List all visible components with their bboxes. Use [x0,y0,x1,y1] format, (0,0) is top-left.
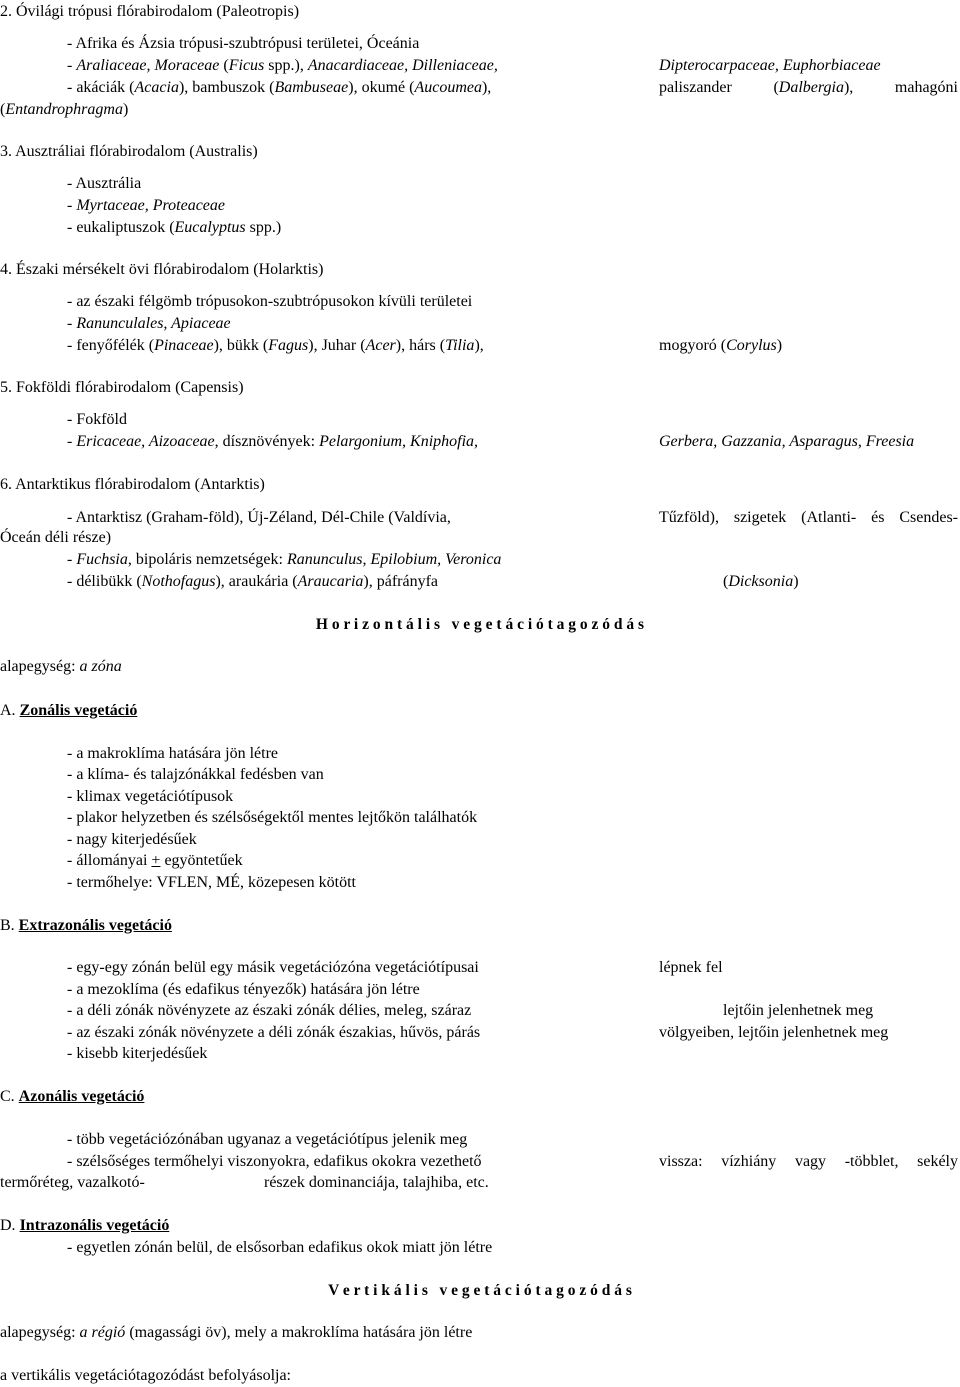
text-segment: ), bükk ( [213,337,269,354]
section-a-item: - klimax vegetációtípusok [67,788,234,805]
section-a-item: - plakor helyzetben és szélsőségektől mentes lejtőkön találhatók [67,809,478,826]
section-2-item-2 [67,56,498,76]
section-label: C. [0,1088,19,1105]
text-segment: ), [481,79,492,96]
italic-segment: Fuchsia [76,551,128,568]
section-a-item: - a makroklíma hatására jön létre [67,745,279,762]
text-segment: - állományai [67,852,152,869]
text-segment: - fenyőfélék ( [67,337,155,354]
italic-segment: Bambuseae [274,79,349,96]
section-d-title [0,1216,169,1236]
italic-segment: Aucoumea [414,79,482,96]
text-segment: alapegység: [0,1324,80,1341]
text-segment: ) [793,573,799,590]
section-b-title [0,916,172,936]
italic-segment: Acacia [134,79,179,96]
text-segment: alapegység: [0,658,80,675]
italic-segment: Pinaceae [154,337,214,354]
text-segment: - [67,57,77,74]
text-segment: spp.), [264,57,308,74]
section-b-item: - a déli zónák növényzete az északi zónák délies, meleg, száraz [67,1002,472,1019]
section-4-title: 4. Északi mérsékelt övi flórabirodalom (Holarktis) [0,261,324,278]
italic-segment: Eucalyptus [174,219,246,236]
text-segment: ( [0,101,6,118]
section-6-item-1: - Antarktisz (Graham-föld), Új-Zéland, Dél-Chile (Valdívia, [67,509,451,526]
plus-minus-symbol: + [151,852,161,869]
text-segment: - [67,433,77,450]
section-5-item-2-right: Gerbera, Gazzania, Asparagus, Freesia [659,433,915,450]
section-b-item: - egy-egy zónán belül egy másik vegetációzóna vegetációtípusai [67,959,479,976]
italic-segment: Anacardiaceae, Dilleniaceae, [307,57,498,74]
text-segment: - akáciák ( [67,79,135,96]
text-segment: ), okumé ( [348,79,415,96]
section-6-item-1-right: Tűzföld), szigetek (Atlanti- és Csendes- [659,509,958,526]
italic-segment: Nothofagus [141,573,216,590]
italic-segment: Araliaceae, Moraceae [76,57,220,74]
italic-segment: Araucaria [297,573,364,590]
text-segment: - [67,315,77,332]
italic-segment: Ranunculales, Apiaceae [76,315,231,332]
section-2-item-2-right: Dipterocarpaceae, Euphorbiaceae [659,57,881,74]
section-a-item: - a klíma- és talajzónákkal fedésben van [67,766,324,783]
section-2-item-3-continuation [0,100,128,120]
italic-segment: Ericaceae, Aizoaceae [76,433,215,450]
section-5-title: 5. Fokföldi flórabirodalom (Capensis) [0,379,244,396]
section-heading: Zonális vegetáció [19,702,138,719]
section-a-title [0,701,137,721]
vertical-zonation-heading: V e r t i k á l i s v e g e t á c i ó t a g o z ó d á s [328,1282,632,1299]
text-segment: ), hárs ( [395,337,446,354]
section-4-item-1: - az északi félgömb trópusokon-szubtrópusokon kívüli területei [67,293,473,310]
text-segment: - [67,197,77,214]
text-segment: egyöntetűek [160,852,243,869]
section-c-title [0,1087,144,1107]
section-heading: Extrazonális vegetáció [18,917,172,934]
text-segment: - [67,551,77,568]
italic-segment: Ficus [228,57,265,74]
section-b-item: - az északi zónák növényzete a déli zónák északias, hűvös, párás [67,1024,481,1041]
italic-segment: Entandrophragma [5,101,123,118]
section-6-item-1-continuation: Óceán déli része) [0,529,112,546]
section-3-item-2 [67,196,225,216]
text-segment: (magassági öv), mely a makroklíma hatására jön létre [125,1324,473,1341]
section-6-title: 6. Antarktikus flórabirodalom (Antarktis) [0,476,265,493]
text-segment: ), páfrányfa [363,573,439,590]
section-label: D. [0,1217,20,1234]
section-3-item-3 [67,218,281,238]
text-segment: ), Juhar ( [308,337,366,354]
italic-segment: Ranunculus, Epilobium, Veronica [286,551,502,568]
section-b-item: - kisebb kiterjedésűek [67,1045,208,1062]
section-b-item-right: lépnek fel [659,959,723,976]
section-2-item-3 [67,78,491,98]
section-c-item-continuation-right: részek dominanciája, talajhiba, etc. [264,1174,489,1191]
italic-segment: Tilia [445,337,475,354]
text-segment: ), bambuszok ( [178,79,275,96]
section-c-item-right: vissza: vízhiány vagy -többlet, sekély [659,1153,958,1170]
section-5-item-2 [67,432,478,452]
text-segment: ( [723,573,729,590]
section-heading: Intrazonális vegetáció [19,1217,170,1234]
section-6-item-2 [67,550,501,570]
vertical-influences-intro: a vertikális vegetációtagozódást befolyásolja: [0,1367,291,1384]
italic-segment: a zóna [79,658,122,675]
section-d-item: - egyetlen zónán belül, de elsősorban edafikus okok miatt jön létre [67,1239,493,1256]
section-2-item-3-right [659,78,958,98]
section-2-title: 2. Óvilági trópusi flórabirodalom (Paleotropis) [0,3,300,20]
section-3-title: 3. Ausztráliai flórabirodalom (Australis) [0,143,258,160]
text-segment: , dísznövények: [214,433,320,450]
section-c-item: - több vegetációzónában ugyanaz a vegetációtípus jelenik meg [67,1131,468,1148]
italic-segment: Pelargonium, Kniphofia, [319,433,479,450]
text-segment: paliszander ( [659,79,779,96]
italic-segment: Dicksonia [728,573,794,590]
section-4-item-3 [67,336,484,356]
section-a-item [67,851,243,871]
text-segment: - eukaliptuszok ( [67,219,175,236]
section-c-item-continuation: termőréteg, vazalkotó- [0,1174,145,1191]
section-6-item-3-right [723,572,799,592]
section-label: A. [0,702,20,719]
horizontal-base-unit [0,657,122,677]
text-segment: ), mahagóni [843,79,958,96]
text-segment: ) [122,101,129,118]
section-5-item-1: - Fokföld [67,411,127,428]
section-b-item: - a mezoklíma (és edafikus tényezők) hatására jön létre [67,981,420,998]
italic-segment: Myrtaceae, Proteaceae [76,197,225,214]
section-4-item-2 [67,314,231,334]
section-b-item-right: lejtőin jelenhetnek meg [723,1002,874,1019]
text-segment: spp.) [245,219,282,236]
italic-segment: Acer [365,337,396,354]
section-b-item-right: völgyeiben, lejtőin jelenhetnek meg [659,1024,889,1041]
section-6-item-3 [67,572,438,592]
section-3-item-1: - Ausztrália [67,175,142,192]
italic-segment: Corylus [726,337,777,354]
italic-segment: Fagus [268,337,309,354]
section-4-item-3-right [659,336,782,356]
section-a-item: - nagy kiterjedésűek [67,831,197,848]
section-c-item: - szélsőséges termőhelyi viszonyokra, edafikus okokra vezethető [67,1153,482,1170]
text-segment: ), [474,337,484,354]
text-segment: - délibükk ( [67,573,142,590]
italic-segment: a régió [79,1324,126,1341]
text-segment: ), araukária ( [215,573,298,590]
text-segment: ( [219,57,229,74]
section-label: B. [0,917,19,934]
italic-segment: Dalbergia [778,79,844,96]
horizontal-zonation-heading: H o r i z o n t á l i s v e g e t á c i ó t a g o z ó d á s [315,616,645,633]
text-segment: ) [776,337,783,354]
text-segment: mogyoró ( [659,337,727,354]
text-segment: , bipoláris nemzetségek: [127,551,287,568]
section-heading: Azonális vegetáció [18,1088,145,1105]
section-a-item: - termőhelye: VFLEN, MÉ, közepesen kötött [67,874,356,891]
section-2-item-1: - Afrika és Ázsia trópusi-szubtrópusi területei, Óceánia [67,35,420,52]
vertical-base-unit [0,1323,472,1343]
